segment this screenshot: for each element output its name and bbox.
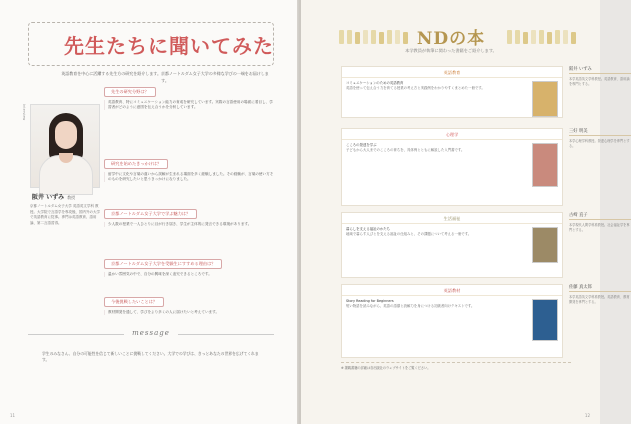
teacher-name xyxy=(32,192,75,201)
author-card xyxy=(569,66,631,87)
message-text: 学生のみなさん、自分の可能性を信じて新しいことに挑戦してください。大学での学びは、きっとあなたの世界を広げてくれます。 xyxy=(42,351,259,362)
teacher-name-text: 阪井 いずみ xyxy=(32,194,65,201)
qa-item-3 xyxy=(104,200,276,227)
qa-item-5 xyxy=(104,288,276,315)
book-cover-image xyxy=(532,143,558,187)
book-entry xyxy=(341,212,563,278)
message-section xyxy=(28,329,274,394)
book-description: 英語を使って伝え合う力を育てる授業の考え方と実践例をわかりやすくまとめた一冊です。 xyxy=(346,86,485,90)
teacher-profile: 京都ノートルダム女子大学 英語英文学科 教授。大学院で言語学を専攻後、国内外の大学で英語教育に従事。専門は英語教育、語用論、第二言語習得。 xyxy=(30,204,100,225)
answer-text: 少人数の授業で一人ひとりに目が行き届き、学生が主体的に発言できる環境があります。 xyxy=(104,222,276,227)
question-heading: 先生の研究分野は？ xyxy=(104,87,156,97)
author-card xyxy=(569,284,631,305)
teacher-portrait xyxy=(30,104,100,188)
book-body xyxy=(342,296,562,312)
author-name: 三好 明美 xyxy=(569,128,631,136)
author-name: 佐藤 真太郎 xyxy=(569,284,631,292)
section-title: NDの本 xyxy=(416,29,486,49)
section-subtitle: 本学教員が執筆に関わった書籍をご紹介します。 xyxy=(405,48,497,53)
author-card xyxy=(569,212,631,233)
decorative-books-right xyxy=(507,30,576,44)
page-title-text: 先生たちに聞いてみた xyxy=(64,34,274,58)
question-heading: 京都ノートルダム女子大学で学ぶ魅力は？ xyxy=(104,209,197,219)
page-title xyxy=(64,30,274,59)
book-entry xyxy=(341,66,563,118)
book-description: 地域で暮らす人びとを支える福祉の仕組みと、その課題について考える一冊です。 xyxy=(346,232,472,236)
book-category: 英語教育 xyxy=(342,67,562,78)
author-name: 阪井 いずみ xyxy=(569,66,631,74)
qa-item-4 xyxy=(104,250,276,277)
right-page xyxy=(301,0,630,424)
question-heading: 研究を始めたきっかけは？ xyxy=(104,159,168,169)
author-name: 古崎 直子 xyxy=(569,212,631,220)
book-title: こころの発達を学ぶ xyxy=(346,143,377,147)
author-card xyxy=(569,128,631,149)
message-heading-text: message xyxy=(124,329,178,337)
book-entry xyxy=(341,128,563,206)
message-heading xyxy=(28,329,274,337)
author-text: 本学英語英文学科准教授。英語教育、教材開発を専門とする。 xyxy=(569,295,630,304)
book-title: 暮らしを支える福祉のかたち xyxy=(346,227,391,231)
book-title: コミュニケーションのための英語教育 xyxy=(346,81,404,85)
intro-text: 英語教育を中心に活躍する先生方の研究を紹介します。京都ノートルダム女子大学の多様な学びの一端をお届けします。 xyxy=(61,71,269,83)
page-number-left: 11 xyxy=(10,413,16,418)
author-text: 本学現代人間学科准教授。社会福祉学を専門とする。 xyxy=(569,223,630,232)
book-category: 英語教材 xyxy=(342,285,562,296)
book-description: 短い物語を読みながら、英語の語彙と読解力を身につける初級者向けテキストです。 xyxy=(346,304,475,308)
question-heading: 京都ノートルダム女子大学を受験生にすすめる理由は？ xyxy=(104,259,222,269)
book-cover-image xyxy=(532,299,558,341)
answer-text: 教材開発を通して、学びをより多くの人に届けたいと考えています。 xyxy=(104,310,276,315)
book-category: 心理学 xyxy=(342,129,562,140)
author-text: 本学英語英文学科教授。英語教育、語用論を専門とする。 xyxy=(569,77,630,86)
book-entry xyxy=(341,284,563,358)
qa-item-2 xyxy=(104,150,276,182)
decorative-books-left xyxy=(339,30,408,44)
author-text: 本学心理学科教授。発達心理学を専門とする。 xyxy=(569,139,630,148)
teacher-role: 教授 xyxy=(67,195,76,200)
book-body xyxy=(342,78,562,94)
book-cover-image xyxy=(532,227,558,263)
question-heading: 今後挑戦したいことは？ xyxy=(104,297,164,307)
book-body xyxy=(342,140,562,156)
book-description: 子どもから大人までのこころの育ちを、具体例とともに解説した入門書です。 xyxy=(346,148,465,152)
book-cover-image xyxy=(532,81,558,117)
page-number-right: 12 xyxy=(584,413,590,418)
book-category: 生活福祉 xyxy=(342,213,562,224)
photo-caption: Interview xyxy=(22,104,26,121)
answer-text: 英語教育、特にコミュニケーション能力の育成を研究しています。実際の言語使用の場面に着目し、学習者がどのように意図を伝え合うかを分析しています。 xyxy=(104,100,276,110)
answer-text: 温かい雰囲気の中で、自分の興味を深く追究できるところです。 xyxy=(104,272,276,277)
answer-text: 留学中に文化や言葉の違いから誤解が生まれる場面を多く経験しました。その経験が、言葉の使い方そのものを研究したいと思うきっかけになりました。 xyxy=(104,172,276,182)
qa-item-1 xyxy=(104,78,276,110)
left-page xyxy=(0,0,299,424)
references: ※ 掲載書籍の詳細は各出版社のウェブサイトをご覧ください。 xyxy=(341,362,571,371)
book-title: Story Reading for Beginners xyxy=(346,299,394,303)
book-body xyxy=(342,224,562,240)
